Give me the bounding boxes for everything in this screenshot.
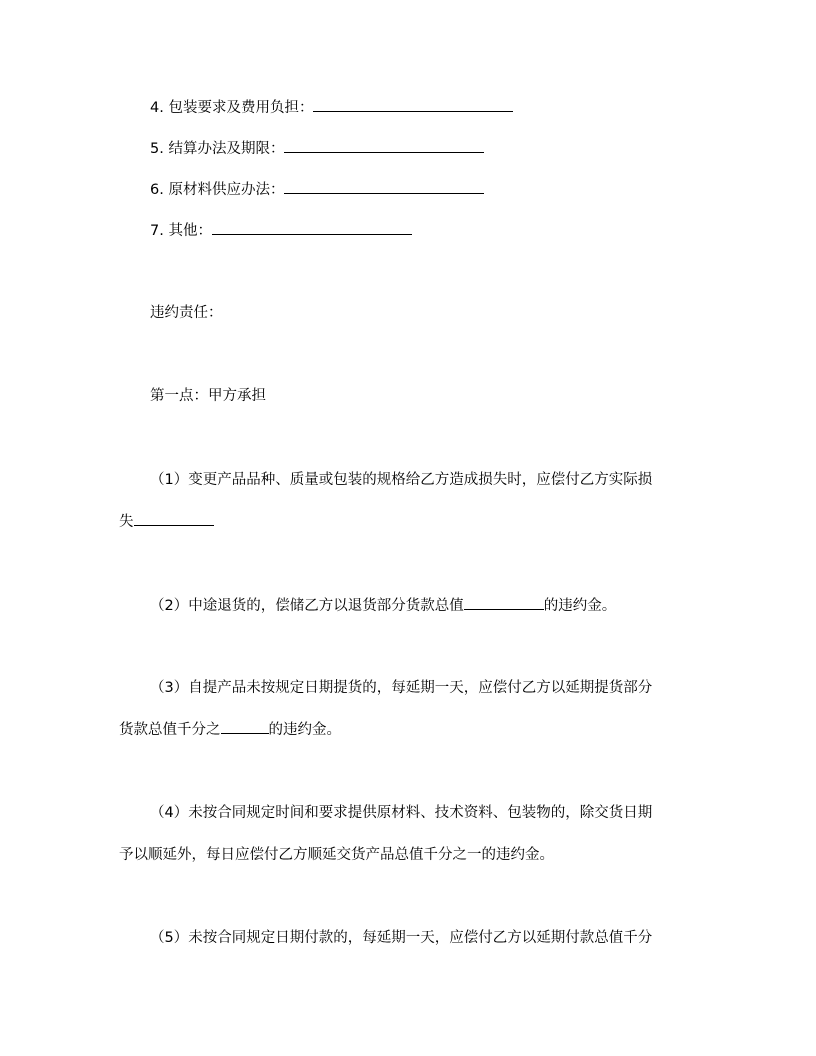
item-6 (150, 179, 484, 200)
item-4-label: 4. 包装要求及费用负担： (150, 100, 314, 116)
section-1-heading: 第一点：甲方承担 (150, 388, 266, 404)
item-4-blank (313, 97, 513, 112)
item-5 (150, 138, 484, 159)
clause-2-blank (464, 595, 544, 610)
clause-1-line-1: （1）变更产品品种、质量或包装的规格给乙方造成损失时，应偿付乙方实际损 (150, 472, 653, 488)
item-5-label: 5. 结算办法及期限： (150, 141, 285, 157)
clause-1-line-2 (119, 511, 214, 532)
item-6-blank (284, 179, 484, 194)
clause-3-blank (221, 719, 269, 734)
clause-2-before: （2）中途退货的，偿储乙方以退货部分货款总值 (150, 598, 464, 614)
item-6-label: 6. 原材料供应办法： (150, 182, 285, 198)
clause-3-line-2 (119, 719, 341, 740)
clause-2-after: 的违约金。 (543, 598, 617, 614)
item-7-label: 7. 其他： (150, 223, 212, 239)
clause-5-line-1: （5）未按合同规定日期付款的，每延期一天，应偿付乙方以延期付款总值千分 (150, 930, 653, 946)
clause-1-line-2-text: 失 (119, 514, 134, 530)
breach-heading: 违约责任： (150, 305, 223, 321)
clause-4-line-1: （4）未按合同规定时间和要求提供原材料、技术资料、包装物的，除交货日期 (150, 805, 653, 821)
item-7 (150, 220, 412, 241)
clause-4-line-2: 予以顺延外，每日应偿付乙方顺延交货产品总值千分之一的违约金。 (119, 847, 554, 863)
clause-2 (150, 595, 616, 616)
clause-1-blank (134, 511, 214, 526)
item-4 (150, 97, 513, 118)
item-7-blank (212, 220, 412, 235)
clause-3-before: 货款总值千分之 (119, 722, 221, 738)
item-5-blank (284, 138, 484, 153)
clause-3-after: 的违约金。 (268, 722, 341, 738)
clause-3-line-1: （3）自提产品未按规定日期提货的，每延期一天，应偿付乙方以延期提货部分 (150, 680, 653, 696)
